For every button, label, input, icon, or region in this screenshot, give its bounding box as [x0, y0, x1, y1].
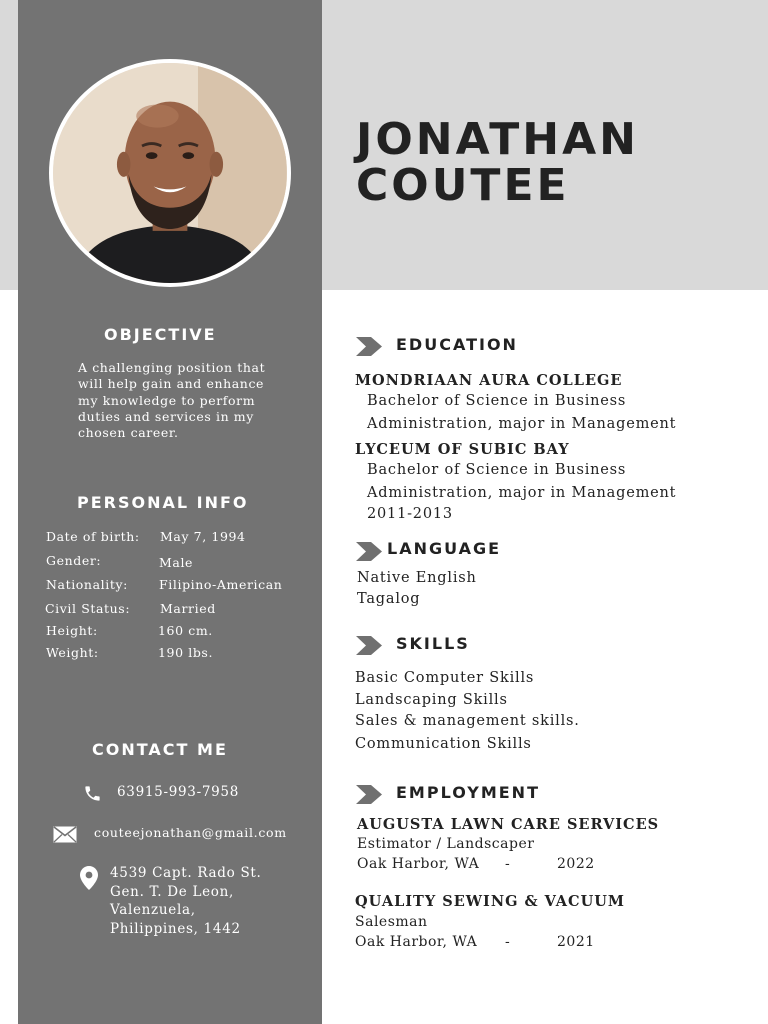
language-chevron-icon	[356, 542, 382, 561]
school-name: LYCEUM OF SUBIC BAY	[355, 441, 570, 458]
degree-line-2: Administration, major in Management	[367, 416, 677, 432]
language-item: Native English	[357, 570, 477, 586]
profile-photo	[49, 59, 291, 287]
location-pin-icon	[80, 866, 98, 890]
language-heading: LANGUAGE	[387, 539, 502, 558]
civil-status-value: Married	[160, 601, 216, 616]
address-line-3: Valenzuela,	[110, 902, 196, 918]
objective-heading: OBJECTIVE	[104, 325, 217, 344]
skill-item: Landscaping Skills	[355, 692, 508, 708]
degree-line-1: Bachelor of Science in Business	[367, 393, 627, 409]
objective-text: A challenging position that will help gain and enhance my knowledge to perform duties and services in my chosen career.	[78, 360, 266, 441]
contact-heading: CONTACT ME	[92, 740, 228, 759]
weight-value: 190 lbs.	[158, 645, 214, 660]
dob-value: May 7, 1994	[160, 529, 246, 544]
job-role: Estimator / Landscaper	[357, 836, 535, 852]
gender-value: Male	[159, 555, 194, 570]
height-label: Height:	[46, 623, 98, 638]
first-name: JONATHAN	[356, 114, 639, 165]
employment-chevron-icon	[356, 785, 382, 804]
education-heading: EDUCATION	[396, 335, 518, 354]
degree-line-2: Administration, major in Management	[367, 485, 677, 501]
gender-label: Gender:	[46, 553, 102, 568]
address-line-1: 4539 Capt. Rado St.	[110, 865, 262, 881]
weight-label: Weight:	[46, 645, 99, 660]
education-chevron-icon	[356, 337, 382, 356]
job-location: Oak Harbor, WA	[355, 934, 478, 950]
candidate-name	[356, 114, 639, 211]
skill-item: Sales & management skills.	[355, 713, 580, 729]
civil-status-label: Civil Status:	[45, 601, 131, 616]
skill-item: Basic Computer Skills	[355, 670, 535, 686]
envelope-icon	[53, 826, 77, 843]
skills-heading: SKILLS	[396, 634, 470, 653]
email-address[interactable]: couteejonathan@gmail.com	[94, 825, 287, 840]
personal-info-heading: PERSONAL INFO	[77, 493, 249, 512]
job-dash: -	[505, 856, 511, 872]
job-role: Salesman	[355, 914, 428, 930]
skill-item: Communication Skills	[355, 736, 532, 752]
company-name: AUGUSTA LAWN CARE SERVICES	[357, 816, 660, 833]
skills-chevron-icon	[356, 636, 382, 655]
employment-heading: EMPLOYMENT	[396, 783, 540, 802]
language-item: Tagalog	[357, 591, 421, 607]
school-name: MONDRIAAN AURA COLLEGE	[355, 372, 623, 389]
company-name: QUALITY SEWING & VACUUM	[355, 893, 625, 910]
job-year: 2022	[557, 856, 595, 872]
height-value: 160 cm.	[158, 623, 213, 638]
address-line-4: Philippines, 1442	[110, 920, 241, 937]
degree-line-1: Bachelor of Science in Business	[367, 462, 627, 478]
job-location: Oak Harbor, WA	[357, 856, 480, 872]
portrait-illustration	[53, 63, 287, 283]
phone-icon	[83, 784, 102, 803]
address	[110, 864, 262, 938]
last-name: COUTEE	[356, 160, 570, 211]
job-dash: -	[505, 934, 511, 950]
dob-label: Date of birth:	[46, 529, 140, 544]
nationality-label: Nationality:	[46, 577, 128, 592]
address-line-2: Gen. T. De Leon,	[110, 883, 235, 900]
education-years: 2011-2013	[367, 506, 453, 522]
phone-number[interactable]: 63915-993-7958	[117, 784, 239, 800]
nationality-value: Filipino-American	[159, 577, 283, 592]
job-year: 2021	[557, 934, 595, 950]
